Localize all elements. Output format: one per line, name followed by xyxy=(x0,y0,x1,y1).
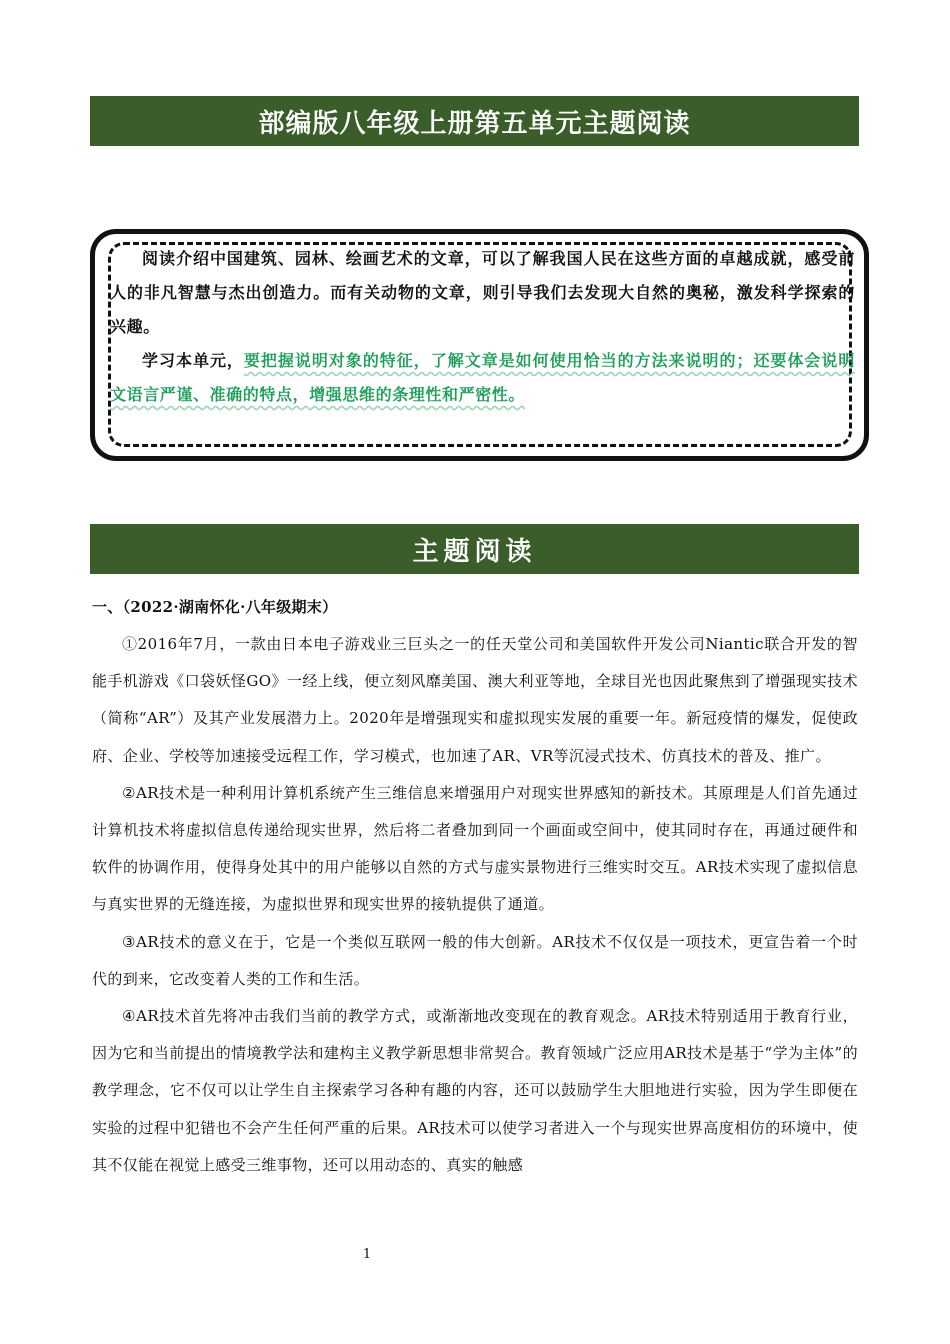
intro-paragraph-1: 阅读介绍中国建筑、园林、绘画艺术的文章，可以了解我国人民在这些方面的卓越成就，感受前人的非凡智慧与杰出创造力。而有关动物的文章，则引导我们去发现大自然的奥秘，激发科学探索的兴趣。 xyxy=(110,249,855,336)
question-1-article xyxy=(92,626,858,1184)
article-paragraph-2: ②AR技术是一种利用计算机系统产生三维信息来增强用户对现实世界感知的新技术。其原理是人们首先通过计算机技术将虚拟信息传递给现实世界，然后将二者叠加到同一个画面或空间中，使其同时存在，再通过硬件和软件的协调作用，使得身处其中的用户能够以自然的方式与虚实景物进行三维实时交互。AR技术实现了虚拟信息与真实世界的无缝连接，为虚拟世界和现实世界的接轨提供了通道。 xyxy=(92,783,858,914)
page-title-banner xyxy=(90,96,859,146)
article-paragraph-4: ④AR技术首先将冲击我们当前的教学方式，或渐渐地改变现在的教育观念。AR技术特别适用于教育行业，因为它和当前提出的情境教学法和建构主义教学新思想非常契合。教育领域广泛应用AR技术是基于“学为主体”的教学理念，它不仅可以让学生自主探索学习各种有趣的内容，还可以鼓励学生大胆地进行实验，因为学生即便在实验的过程中犯错也不会产生任何严重的后果。AR技术可以使学习者进入一个与现实世界高度相仿的环境中，使其不仅能在视觉上感受三维事物，还可以用动态的、真实的触感 xyxy=(92,1007,858,1174)
unit-intro-text xyxy=(110,242,855,412)
page-title: 部编版八年级上册第五单元主题阅读 xyxy=(258,108,691,139)
intro-paragraph-2 xyxy=(110,344,855,412)
section-title: 主题阅读 xyxy=(412,536,537,567)
intro-learning-goals-highlight: 要把握说明对象的特征，了解文章是如何使用恰当的方法来说明的；还要体会说明文语言严谨、准确的特点，增强思维的条理性和严密性。 xyxy=(110,351,855,404)
section-title-banner xyxy=(90,524,859,574)
article-paragraph-1: ①2016年7月，一款由日本电子游戏业三巨头之一的任天堂公司和美国软件开发公司Niantic联合开发的智能手机游戏《口袋妖怪GO》一经上线，便立刻风靡美国、澳大利亚等地，全球目光也因此聚焦到了增强现实技术（简称“AR”）及其产业发展潜力上。2020年是增强现实和虚拟现实发展的重要一年。新冠疫情的爆发，促使政府、企业、学校等加速接受远程工作，学习模式，也加速了AR、VR等沉浸式技术、仿真技术的普及、推广。 xyxy=(92,635,858,765)
question-1-title: 一、（2022·湖南怀化·八年级期末） xyxy=(92,598,338,616)
page-number: 1 xyxy=(362,1247,372,1262)
article-paragraph-3: ③AR技术的意义在于，它是一个类似互联网一般的伟大创新。AR技术不仅仅是一项技术，更宣告着一个时代的到来，它改变着人类的工作和生活。 xyxy=(92,932,858,988)
intro-paragraph-2-lead: 学习本单元， xyxy=(142,351,244,370)
